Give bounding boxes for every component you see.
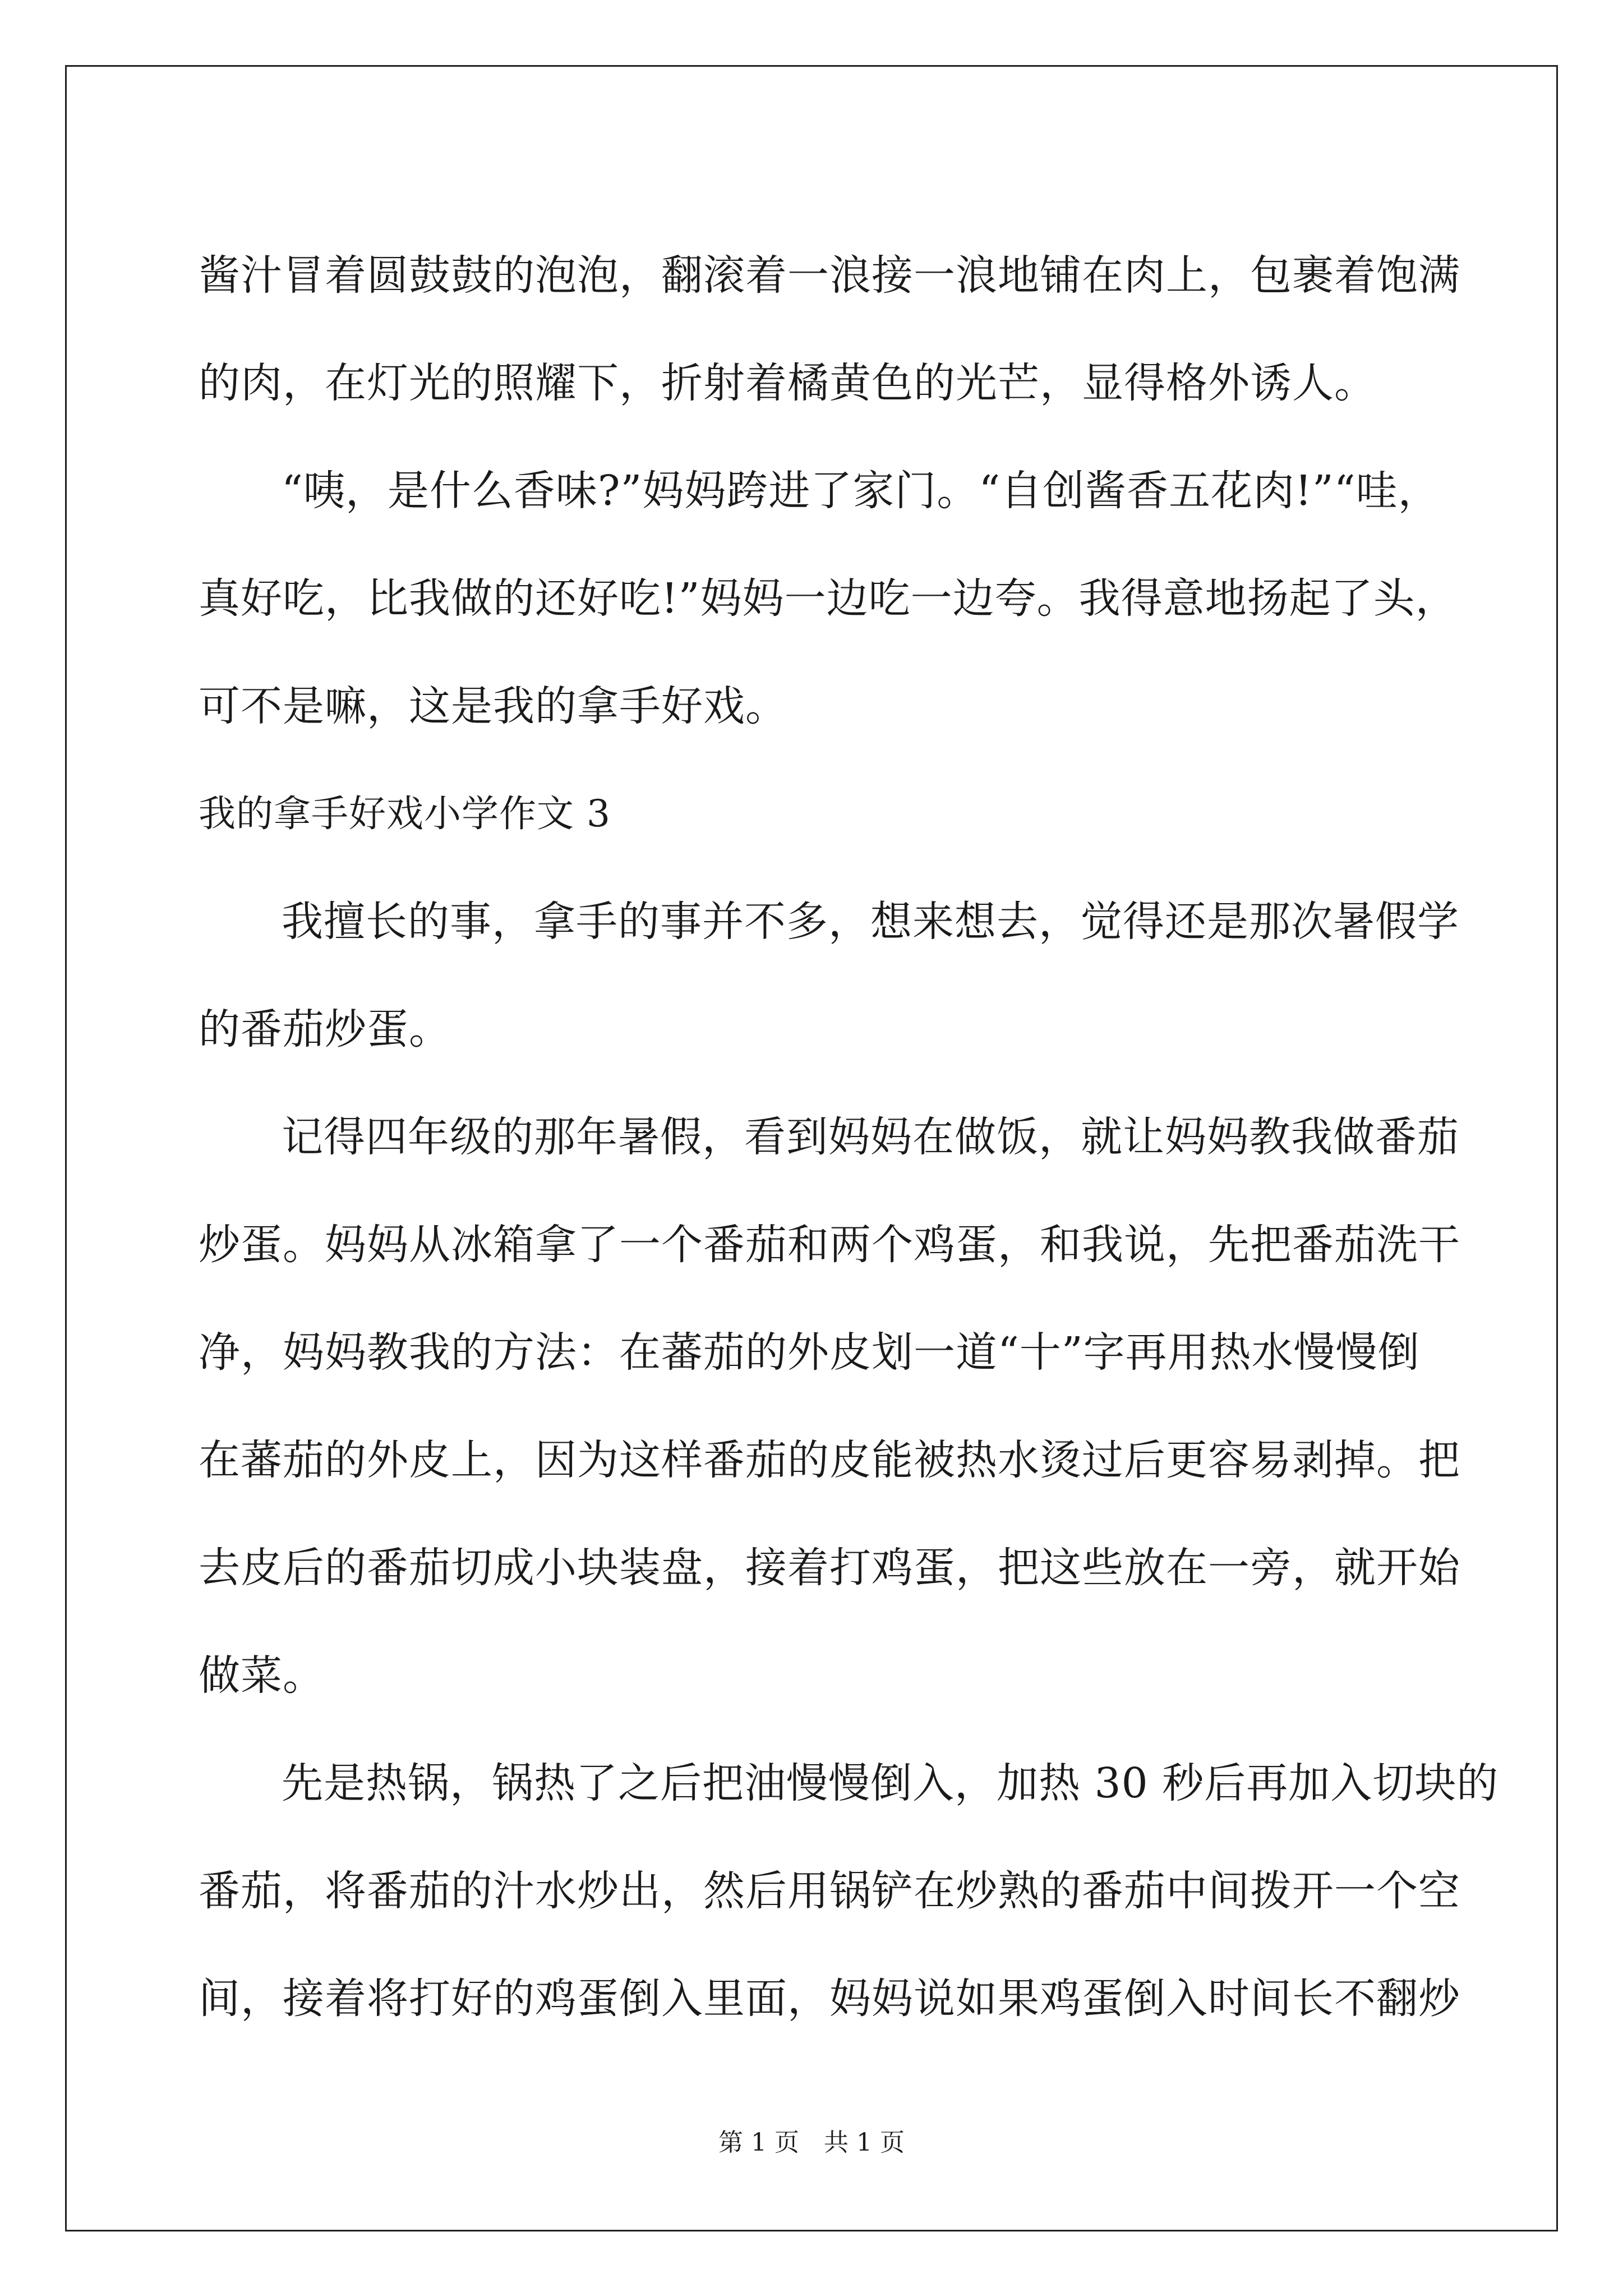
- document-body: [199, 222, 1499, 2053]
- text-line: 番茄，将番茄的汁水炒出，然后用锅铲在炒熟的番茄中间拨开一个空: [199, 1867, 1460, 1915]
- paragraph-start-line: 我擅长的事，拿手的事并不多，想来想去，觉得还是那次暑假学: [282, 898, 1459, 946]
- text-line: 炒蛋。妈妈从冰箱拿了一个番茄和两个鸡蛋，和我说，先把番茄洗干: [199, 1221, 1460, 1269]
- paragraph-start-line: 先是热锅，锅热了之后把油慢慢倒入，加热 30 秒后再加入切块的: [282, 1759, 1499, 1807]
- text-line: 间，接着将打好的鸡蛋倒入里面，妈妈说如果鸡蛋倒入时间长不翻炒: [199, 1975, 1460, 2023]
- text-line: 在蕃茄的外皮上，因为这样番茄的皮能被热水烫过后更容易剥掉。把: [199, 1436, 1460, 1484]
- text-line: 净，妈妈教我的方法：在蕃茄的外皮划一道“十”字再用热水慢慢倒: [199, 1328, 1420, 1377]
- text-line: 真好吃，比我做的还好吃!”妈妈一边吃一边夸。我得意地扬起了头，: [199, 574, 1458, 623]
- text-line: 去皮后的番茄切成小块装盘，接着打鸡蛋，把这些放在一旁，就开始: [199, 1544, 1460, 1592]
- paragraph-start-line: 记得四年级的那年暑假，看到妈妈在做饭，就让妈妈教我做番茄: [282, 1113, 1459, 1161]
- text-line: 做菜。: [199, 1651, 325, 1700]
- section-heading: 我的拿手好戏小学作文 3: [199, 792, 611, 835]
- text-line: 的番茄炒蛋。: [199, 1005, 451, 1053]
- text-line: 的肉，在灯光的照耀下，折射着橘黄色的光芒，显得格外诱人。: [199, 359, 1376, 407]
- paragraph-start-line: “咦，是什么香味?”妈妈跨进了家门。“自创酱香五花肉!”“哇，: [282, 467, 1440, 515]
- page-number-footer: 第 1 页 共 1 页: [718, 2128, 905, 2157]
- text-line: 酱汁冒着圆鼓鼓的泡泡，翻滚着一浪接一浪地铺在肉上，包裹着饱满: [199, 251, 1460, 300]
- text-line: 可不是嘛，这是我的拿手好戏。: [199, 682, 787, 730]
